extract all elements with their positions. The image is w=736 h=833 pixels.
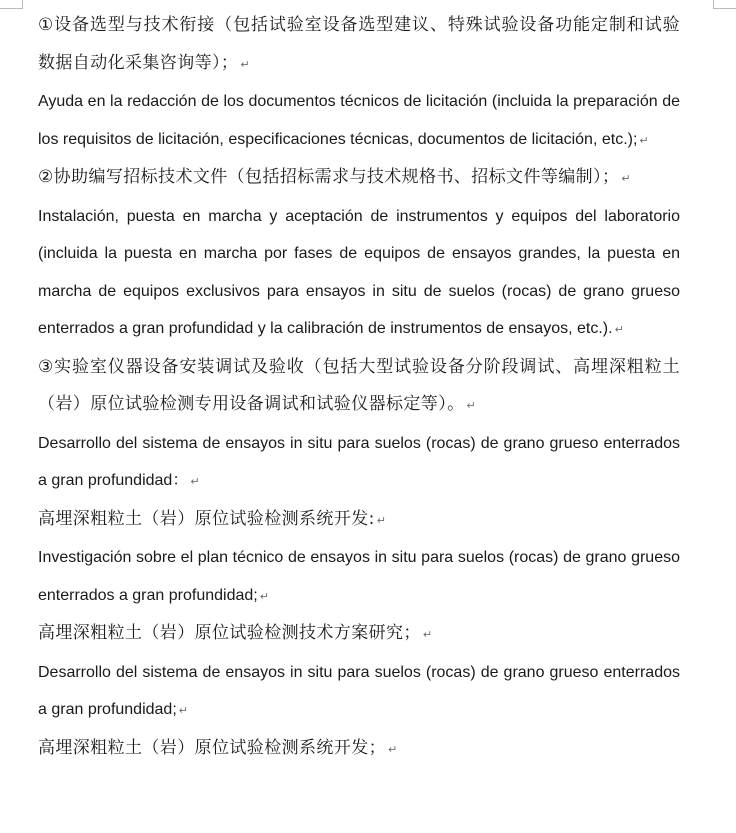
paragraph-mark-icon: ↵ (388, 742, 398, 756)
paragraph-text: ②协助编写招标技术文件（包括招标需求与技术规格书、招标文件等编制）； (38, 167, 620, 187)
paragraph-mark-icon: ↵ (178, 704, 188, 717)
paragraph-mark-icon: ↵ (259, 589, 269, 603)
document-body[interactable] (38, 7, 680, 768)
paragraph-mark-icon: ↵ (639, 133, 649, 147)
page-corner-mark-left (0, 0, 23, 9)
paragraph-zh-system-development[interactable] (38, 501, 680, 540)
paragraph-text: Desarrollo del sistema de ensayos in situ para suelos (rocas) de grano grueso enterrados a gran profundidad; (38, 663, 680, 718)
paragraph-mark-icon: ↵ (614, 323, 624, 336)
paragraph-text: ③实验室仪器设备安装调试及验收（包括大型试验设备分阶段调试、高埋深粗粒土（岩）原位试验检测专用设备调试和试验仪器标定等）。 (38, 356, 680, 414)
paragraph-mark-icon: ↵ (240, 57, 250, 71)
paragraph-text: Investigación sobre el plan técnico de ensayos in situ para suelos (rocas) de grano grueso enterrados a gran profundidad; (38, 549, 680, 604)
paragraph-zh-bidding-documents[interactable] (38, 159, 680, 198)
paragraph-mark-icon: ↵ (422, 628, 433, 641)
page-corner-mark-right (713, 0, 736, 9)
paragraph-text: Desarrollo del sistema de ensayos in situ para suelos (rocas) de grano grueso enterrados a gran profundidad： (38, 434, 680, 489)
paragraph-text: 高埋深粗粒土（岩）原位试验检测技术方案研究； (38, 623, 421, 643)
paragraph-text: 高埋深粗粒土（岩）原位试验检测系统开发； (38, 737, 386, 758)
paragraph-mark-icon: ↵ (376, 513, 387, 527)
paragraph-text: Instalación, puesta en marcha y aceptación de instrumentos y equipos del laboratorio (incluida la puesta en marcha por fases de equipos de ensayos grandes, la puesta en marcha de equipos exclusivos para ensayos in situ de suelos (rocas) de grano grueso enterrados a gran profundidad y la calibración de instrumentos de ensayos, etc.). (38, 207, 680, 337)
paragraph-zh-equipment-selection[interactable] (38, 7, 680, 83)
paragraph-es-system-development[interactable] (38, 425, 680, 501)
paragraph-zh-technical-plan[interactable] (38, 615, 680, 654)
paragraph-mark-icon: ↵ (190, 475, 200, 488)
paragraph-es-bidding-documents[interactable] (38, 83, 680, 159)
paragraph-es-technical-plan[interactable] (38, 539, 680, 615)
paragraph-zh-installation[interactable] (38, 349, 680, 425)
paragraph-text: ①设备选型与技术衔接（包括试验室设备选型建议、特殊试验设备功能定制和试验数据自动化采集咨询等）； (38, 15, 680, 73)
paragraph-mark-icon: ↵ (466, 399, 477, 412)
paragraph-zh-system-development-2[interactable] (38, 730, 680, 769)
paragraph-es-installation[interactable] (38, 198, 680, 349)
paragraph-text: 高埋深粗粒土（岩）原位试验检测系统开发: (38, 508, 375, 529)
paragraph-mark-icon: ↵ (621, 172, 631, 185)
paragraph-text: Ayuda en la redacción de los documentos técnicos de licitación (incluida la preparación de los requisitos de licitación, especificaciones técnicas, documentos de licitación, etc.); (38, 93, 680, 148)
paragraph-es-system-development-2[interactable] (38, 654, 680, 730)
